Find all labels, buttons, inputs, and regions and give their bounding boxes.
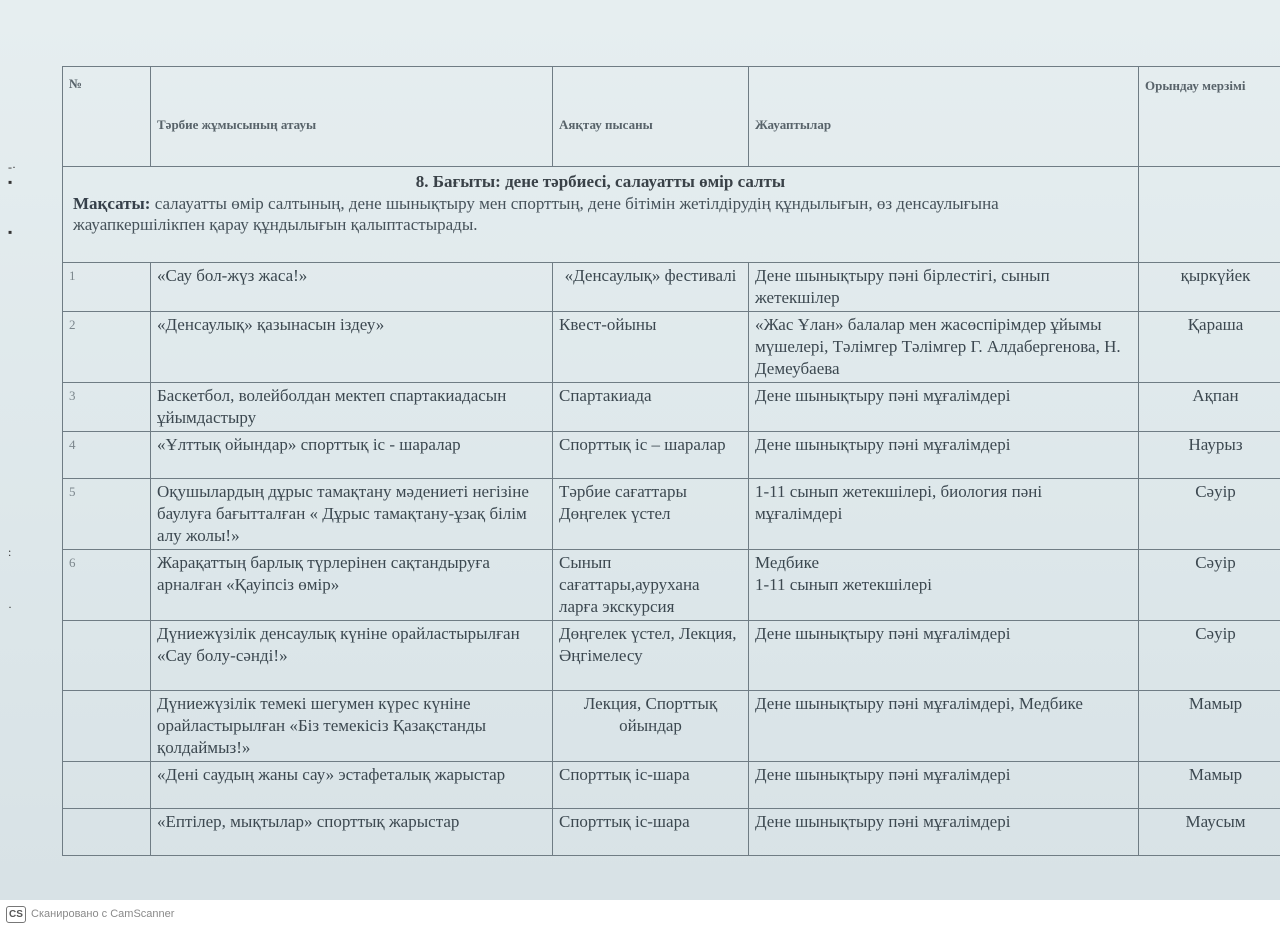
row-form: «Денсаулық» фестивалі — [553, 263, 749, 312]
section-term-cell — [1139, 167, 1280, 263]
row-num: 1 — [63, 263, 151, 312]
section-goal — [73, 193, 1128, 235]
row-name: «Денсаулық» қазынасын іздеу» — [151, 312, 553, 383]
header-row — [63, 67, 1280, 167]
table-row — [63, 762, 1280, 809]
margin-mark: ▪ — [8, 225, 13, 239]
section-cell — [63, 167, 1139, 263]
header-resp: Жауаптылар — [749, 67, 1139, 167]
row-form: Лекция, Спорттық ойындар — [553, 691, 749, 762]
camscanner-text: Сканировано с CamScanner — [31, 908, 175, 920]
camscanner-footer — [0, 900, 1280, 928]
table-row — [63, 809, 1280, 856]
row-resp: 1-11 сынып жетекшілері, биология пәні мұғалімдері — [749, 479, 1139, 550]
row-form: Сынып сағаттары,аурухана ларға экскурсия — [553, 550, 749, 621]
row-name: Оқушылардың дұрыс тамақтану мәдениеті негізіне баулуға бағытталған « Дұрыс тамақтану-ұзақ білім алу жолы!» — [151, 479, 553, 550]
table-row — [63, 383, 1280, 432]
row-form: Дөңгелек үстел, Лекция, Әңгімелесу — [553, 621, 749, 691]
table-row — [63, 432, 1280, 479]
goal-text: салауатты өмір салтының, дене шынықтыру мен спорттың, дене бітімін жетілдірудің құндылығын, өз денсаулығына жауапкершілікпен қарау құндылығын қалыптастырады. — [73, 194, 999, 234]
row-form: Квест-ойыны — [553, 312, 749, 383]
row-name: Дүниежүзілік темекі шегумен күрес күніне орайластырылған «Біз темекісіз Қазақстанды қолдаймыз!» — [151, 691, 553, 762]
row-form: Спартакиада — [553, 383, 749, 432]
row-resp: «Жас Ұлан» балалар мен жасөспірімдер ұйымы мүшелері, Тәлімгер Тәлімгер Г. Алдабергенова, Н. Демеубаева — [749, 312, 1139, 383]
table-row — [63, 550, 1280, 621]
row-num: 6 — [63, 550, 151, 621]
row-num — [63, 809, 151, 856]
row-name: «Дені саудың жаны сау» эстафеталық жарыстар — [151, 762, 553, 809]
row-term: Мамыр — [1139, 762, 1280, 809]
table-row — [63, 621, 1280, 691]
header-term: Орындау мерзімі — [1139, 67, 1280, 167]
section-title: 8. Бағыты: дене тәрбиесі, салауатты өмір салты — [415, 172, 786, 191]
row-num — [63, 691, 151, 762]
margin-mark: -· — [8, 160, 16, 174]
table-row — [63, 691, 1280, 762]
row-term: Қараша — [1139, 312, 1280, 383]
table-row — [63, 312, 1280, 383]
row-num: 3 — [63, 383, 151, 432]
header-form: Аяқтау пысаны — [553, 67, 749, 167]
row-num — [63, 621, 151, 691]
row-resp: Дене шынықтыру пәні мұғалімдері, Медбике — [749, 691, 1139, 762]
row-resp: Дене шынықтыру пәні мұғалімдері — [749, 383, 1139, 432]
row-resp: Дене шынықтыру пәні мұғалімдері — [749, 432, 1139, 479]
row-resp: Дене шынықтыру пәні мұғалімдері — [749, 621, 1139, 691]
row-name: «Сау бол-жүз жаса!» — [151, 263, 553, 312]
row-resp: Медбике 1-11 сынып жетекшілері — [749, 550, 1139, 621]
plan-table — [62, 66, 1280, 856]
row-form: Спорттық іс-шара — [553, 762, 749, 809]
header-num: № — [63, 67, 151, 167]
row-resp: Дене шынықтыру пәні мұғалімдері — [749, 762, 1139, 809]
row-name: Дүниежүзілік денсаулық күніне орайластырылған «Сау болу-сәнді!» — [151, 621, 553, 691]
goal-label: Мақсаты: — [73, 194, 151, 213]
margin-mark: ▪ — [8, 175, 13, 189]
row-form: Спорттық іс-шара — [553, 809, 749, 856]
row-term: Мамыр — [1139, 691, 1280, 762]
row-name: «Ептілер, мықтылар» спорттық жарыстар — [151, 809, 553, 856]
margin-mark: : — [8, 545, 12, 559]
row-term: Наурыз — [1139, 432, 1280, 479]
camscanner-icon: CS — [6, 906, 26, 923]
row-num: 5 — [63, 479, 151, 550]
row-term: Ақпан — [1139, 383, 1280, 432]
row-term: қыркүйек — [1139, 263, 1280, 312]
row-resp: Дене шынықтыру пәні бірлестігі, сынып жетекшілер — [749, 263, 1139, 312]
table-row — [63, 479, 1280, 550]
row-term: Сәуір — [1139, 479, 1280, 550]
row-num — [63, 762, 151, 809]
row-form: Спорттық іс – шаралар — [553, 432, 749, 479]
row-term: Сәуір — [1139, 550, 1280, 621]
row-resp: Дене шынықтыру пәні мұғалімдері — [749, 809, 1139, 856]
table-row — [63, 263, 1280, 312]
section-row — [63, 167, 1280, 263]
row-num: 2 — [63, 312, 151, 383]
row-num: 4 — [63, 432, 151, 479]
margin-mark: · — [8, 600, 12, 614]
row-name: Баскетбол, волейболдан мектеп спартакиадасын ұйымдастыру — [151, 383, 553, 432]
row-form: Тәрбие сағаттары Дөңгелек үстел — [553, 479, 749, 550]
row-name: «Ұлттық ойындар» спорттық іс - шаралар — [151, 432, 553, 479]
row-term: Сәуір — [1139, 621, 1280, 691]
header-name: Тәрбие жұмысының атауы — [151, 67, 553, 167]
row-name: Жарақаттың барлық түрлерінен сақтандыруға арналған «Қауіпсіз өмір» — [151, 550, 553, 621]
row-term: Маусым — [1139, 809, 1280, 856]
